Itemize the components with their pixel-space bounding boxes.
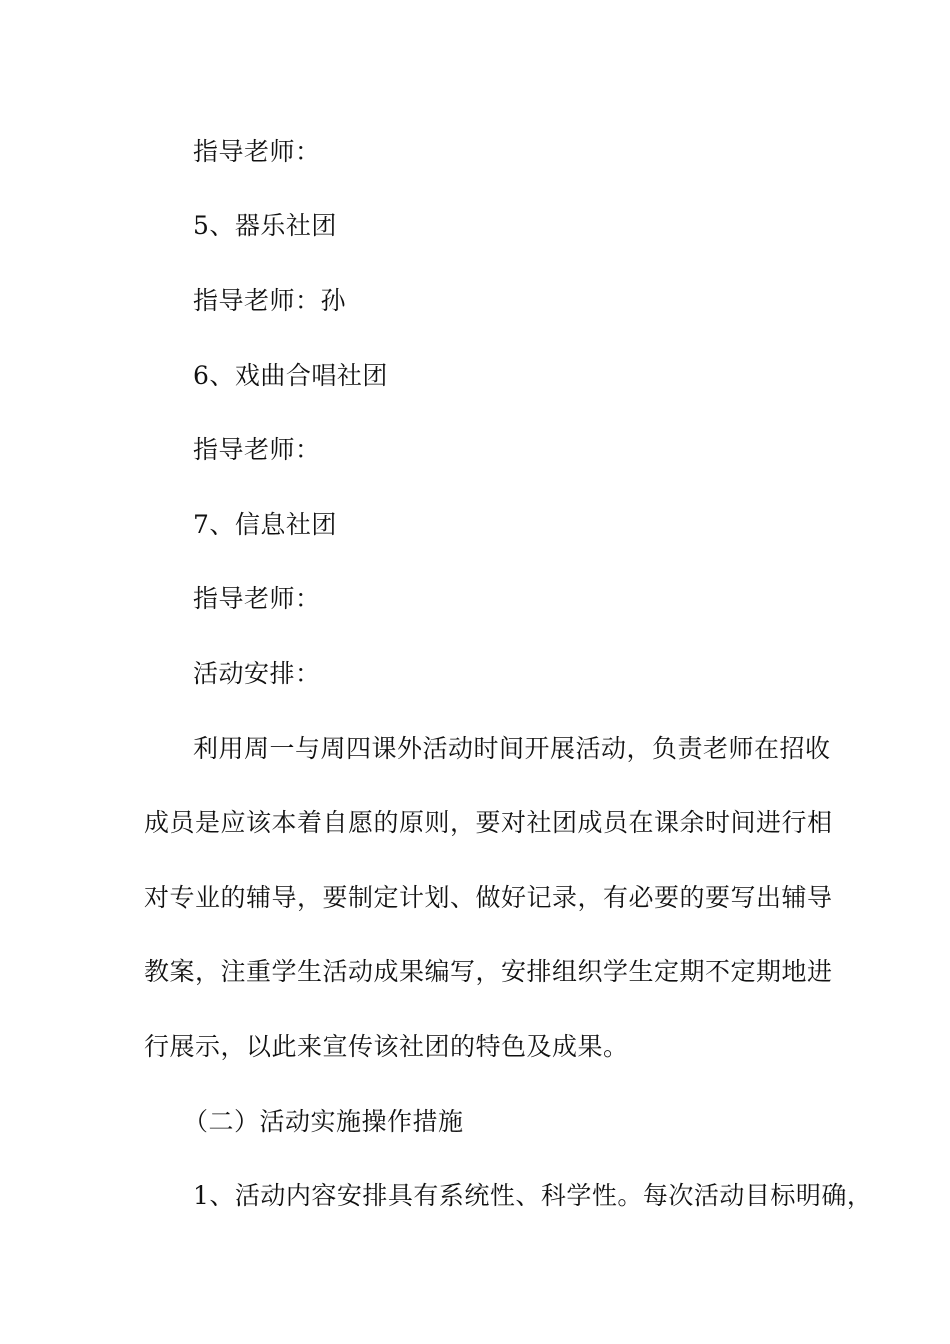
paragraph-line: 教案，注重学生活动成果编写，安排组织学生定期不定期地进 xyxy=(144,957,833,986)
advisor-line: 指导老师： xyxy=(193,584,321,613)
section-heading-implementation: （二）活动实施操作措施 xyxy=(183,1107,464,1136)
paragraph-line: 利用周一与周四课外活动时间开展活动，负责老师在招收 xyxy=(193,734,831,763)
section-label-activity-schedule: 活动安排： xyxy=(193,659,321,688)
club-heading-opera-choir: 6、戏曲合唱社团 xyxy=(193,361,388,390)
advisor-line: 指导老师： xyxy=(193,435,321,464)
advisor-line: 指导老师： xyxy=(193,137,321,166)
advisor-line: 指导老师：孙 xyxy=(193,286,347,315)
paragraph-line: 成员是应该本着自愿的原则，要对社团成员在课余时间进行相 xyxy=(144,808,833,837)
club-heading-instrumental: 5、器乐社团 xyxy=(193,211,337,240)
club-heading-information: 7、信息社团 xyxy=(193,510,337,539)
paragraph-line: 1、活动内容安排具有系统性、科学性。每次活动目标明确， xyxy=(193,1181,873,1210)
paragraph-line: 对专业的辅导，要制定计划、做好记录，有必要的要写出辅导 xyxy=(144,883,833,912)
paragraph-line: 行展示，以此来宣传该社团的特色及成果。 xyxy=(144,1032,629,1061)
